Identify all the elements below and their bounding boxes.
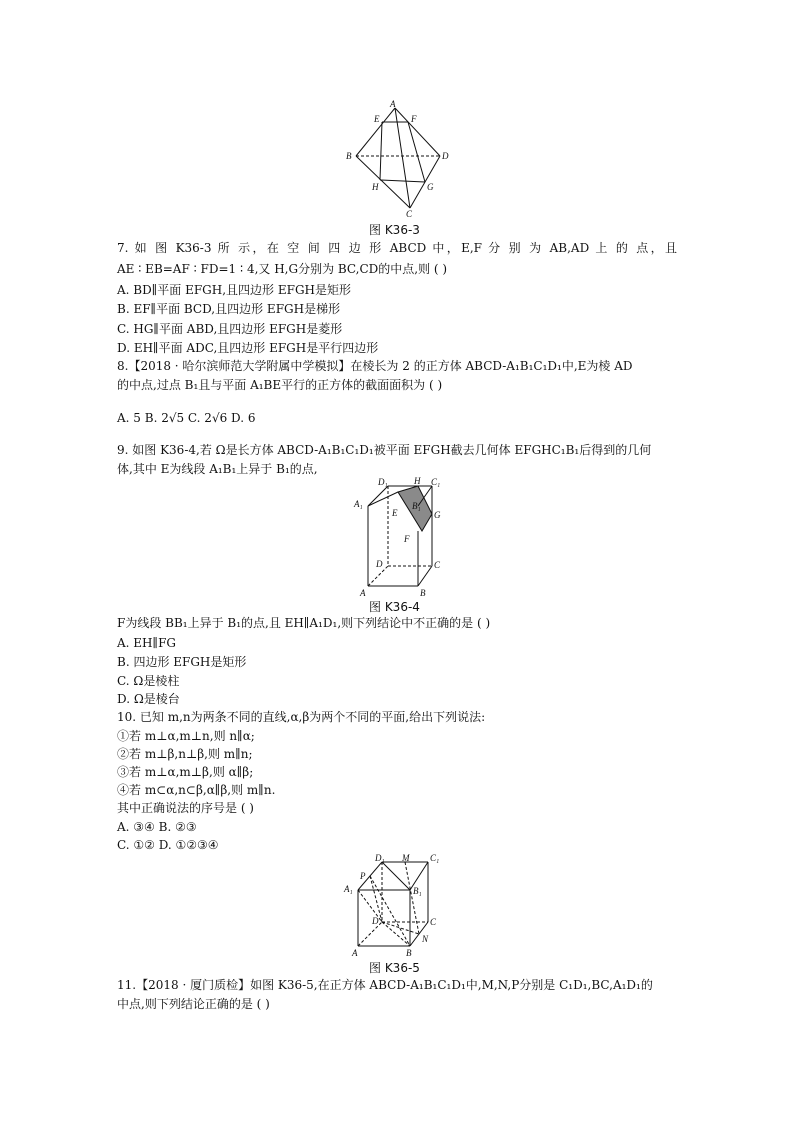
figure-k36-3 <box>340 100 452 218</box>
q8-options: A. 5 B. 2√5 C. 2√6 D. 6 <box>117 411 256 425</box>
fig3-label-f: F <box>411 114 417 124</box>
fig5-label-b: B <box>406 948 412 958</box>
q9-option-a: A. EH∥FG <box>117 636 176 650</box>
figure-caption: 图 K36-3 <box>369 223 420 237</box>
q10-stem: 10. 已知 m,n为两条不同的直线,α,β为两个不同的平面,给出下列说法: <box>117 710 486 724</box>
q9-stem-line3: F为线段 BB₁上异于 B₁的点,且 EH∥A₁D₁,则下列结论中不正确的是 ( ) <box>117 616 491 630</box>
q10-statement-3: ③若 m⊥α,m⊥β,则 α∥β; <box>117 765 254 779</box>
q8-stem-line1: 8.【2018 · 哈尔滨师范大学附属中学模拟】在棱长为 2 的正方体 ABCD-A₁B₁C₁D₁中,E为棱 AD <box>117 359 633 373</box>
q7-option-c: C. HG∥平面 ABD,且四边形 EFGH是菱形 <box>117 322 343 336</box>
fig5-label-c1: C₁ <box>430 853 440 863</box>
fig4-label-b1: B₁ <box>412 501 421 511</box>
q9-option-b: B. 四边形 EFGH是矩形 <box>117 655 247 669</box>
fig3-label-d: D <box>442 151 449 161</box>
q9-option-c: C. Ω是棱柱 <box>117 674 180 688</box>
q10-options-row2: C. ①② D. ①②③④ <box>117 838 219 852</box>
q7-option-d: D. EH∥平面 ADC,且四边形 EFGH是平行四边形 <box>117 341 379 355</box>
fig5-label-a: A <box>352 948 358 958</box>
q7-stem-line2: AE ∶ EB=AF ∶ FD=1 ∶ 4,又 H,G分别为 BC,CD的中点,则 ( ) <box>117 262 448 276</box>
figure-caption: 图 K36-4 <box>369 600 420 614</box>
q10-prompt: 其中正确说法的序号是 ( ) <box>117 801 254 815</box>
q10-statement-1: ①若 m⊥α,m⊥n,则 n∥α; <box>117 729 255 743</box>
fig4-label-e: E <box>392 508 398 518</box>
fig4-label-d: D <box>376 559 383 569</box>
q10-options-row1: A. ③④ B. ②③ <box>117 820 197 834</box>
figure-k36-5 <box>342 852 444 960</box>
q7-option-b: B. EF∥平面 BCD,且四边形 EFGH是梯形 <box>117 302 341 316</box>
q10-statement-2: ②若 m⊥β,n⊥β,则 m∥n; <box>117 747 253 761</box>
fig5-label-d1: D₁ <box>375 853 385 863</box>
fig5-label-p: P <box>360 871 366 881</box>
fig3-label-g: G <box>427 182 434 192</box>
fig4-label-b: B <box>420 588 426 598</box>
fig3-label-e: E <box>374 114 380 124</box>
figure-k36-4 <box>352 476 448 598</box>
fig5-label-b1: B₁ <box>413 886 422 896</box>
q9-option-d: D. Ω是棱台 <box>117 692 180 706</box>
q8-stem-line2: 的中点,过点 B₁且与平面 A₁BE平行的正方体的截面面积为 ( ) <box>117 378 443 392</box>
fig3-label-b: B <box>346 151 352 161</box>
q7-stem-line1: 7. 如 图 K36-3 所 示，在 空 间 四 边 形 ABCD 中，E,F 分 别 为 AB,AD 上 的 点，且 <box>117 241 677 255</box>
fig5-label-n: N <box>422 934 429 944</box>
q9-stem-line1: 9. 如图 K36-4,若 Ω是长方体 ABCD-A₁B₁C₁D₁被平面 EFGH截去几何体 EFGHC₁B₁后得到的几何 <box>117 443 652 457</box>
q10-statement-4: ④若 m⊂α,n⊂β,α∥β,则 m∥n. <box>117 783 276 797</box>
fig3-label-a: A <box>390 100 396 109</box>
fig3-label-h: H <box>372 182 379 192</box>
q7-option-a: A. BD∥平面 EFGH,且四边形 EFGH是矩形 <box>117 283 351 297</box>
q11-stem-line2: 中点,则下列结论正确的是 ( ) <box>117 997 270 1011</box>
fig5-label-c: C <box>430 917 437 927</box>
fig5-label-d: D <box>372 916 379 926</box>
q9-stem-line2: 体,其中 E为线段 A₁B₁上异于 B₁的点, <box>117 462 318 476</box>
fig4-label-c: C <box>434 560 441 570</box>
fig4-label-f: F <box>404 534 410 544</box>
figure-caption: 图 K36-5 <box>369 961 420 975</box>
fig4-label-d1: D₁ <box>378 477 388 487</box>
fig4-label-h: H <box>414 476 421 486</box>
q11-stem-line1: 11.【2018 · 厦门质检】如图 K36-5,在正方体 ABCD-A₁B₁C₁D₁中,M,N,P分别是 C₁D₁,BC,A₁D₁的 <box>117 978 653 992</box>
fig4-label-a1: A₁ <box>354 499 363 509</box>
fig3-label-c: C <box>406 209 413 218</box>
fig4-label-c1: C₁ <box>431 477 441 487</box>
fig5-label-a1: A₁ <box>344 884 353 894</box>
fig4-label-a: A <box>360 588 366 598</box>
fig4-label-g: G <box>434 510 441 520</box>
fig5-label-m: M <box>402 853 410 863</box>
